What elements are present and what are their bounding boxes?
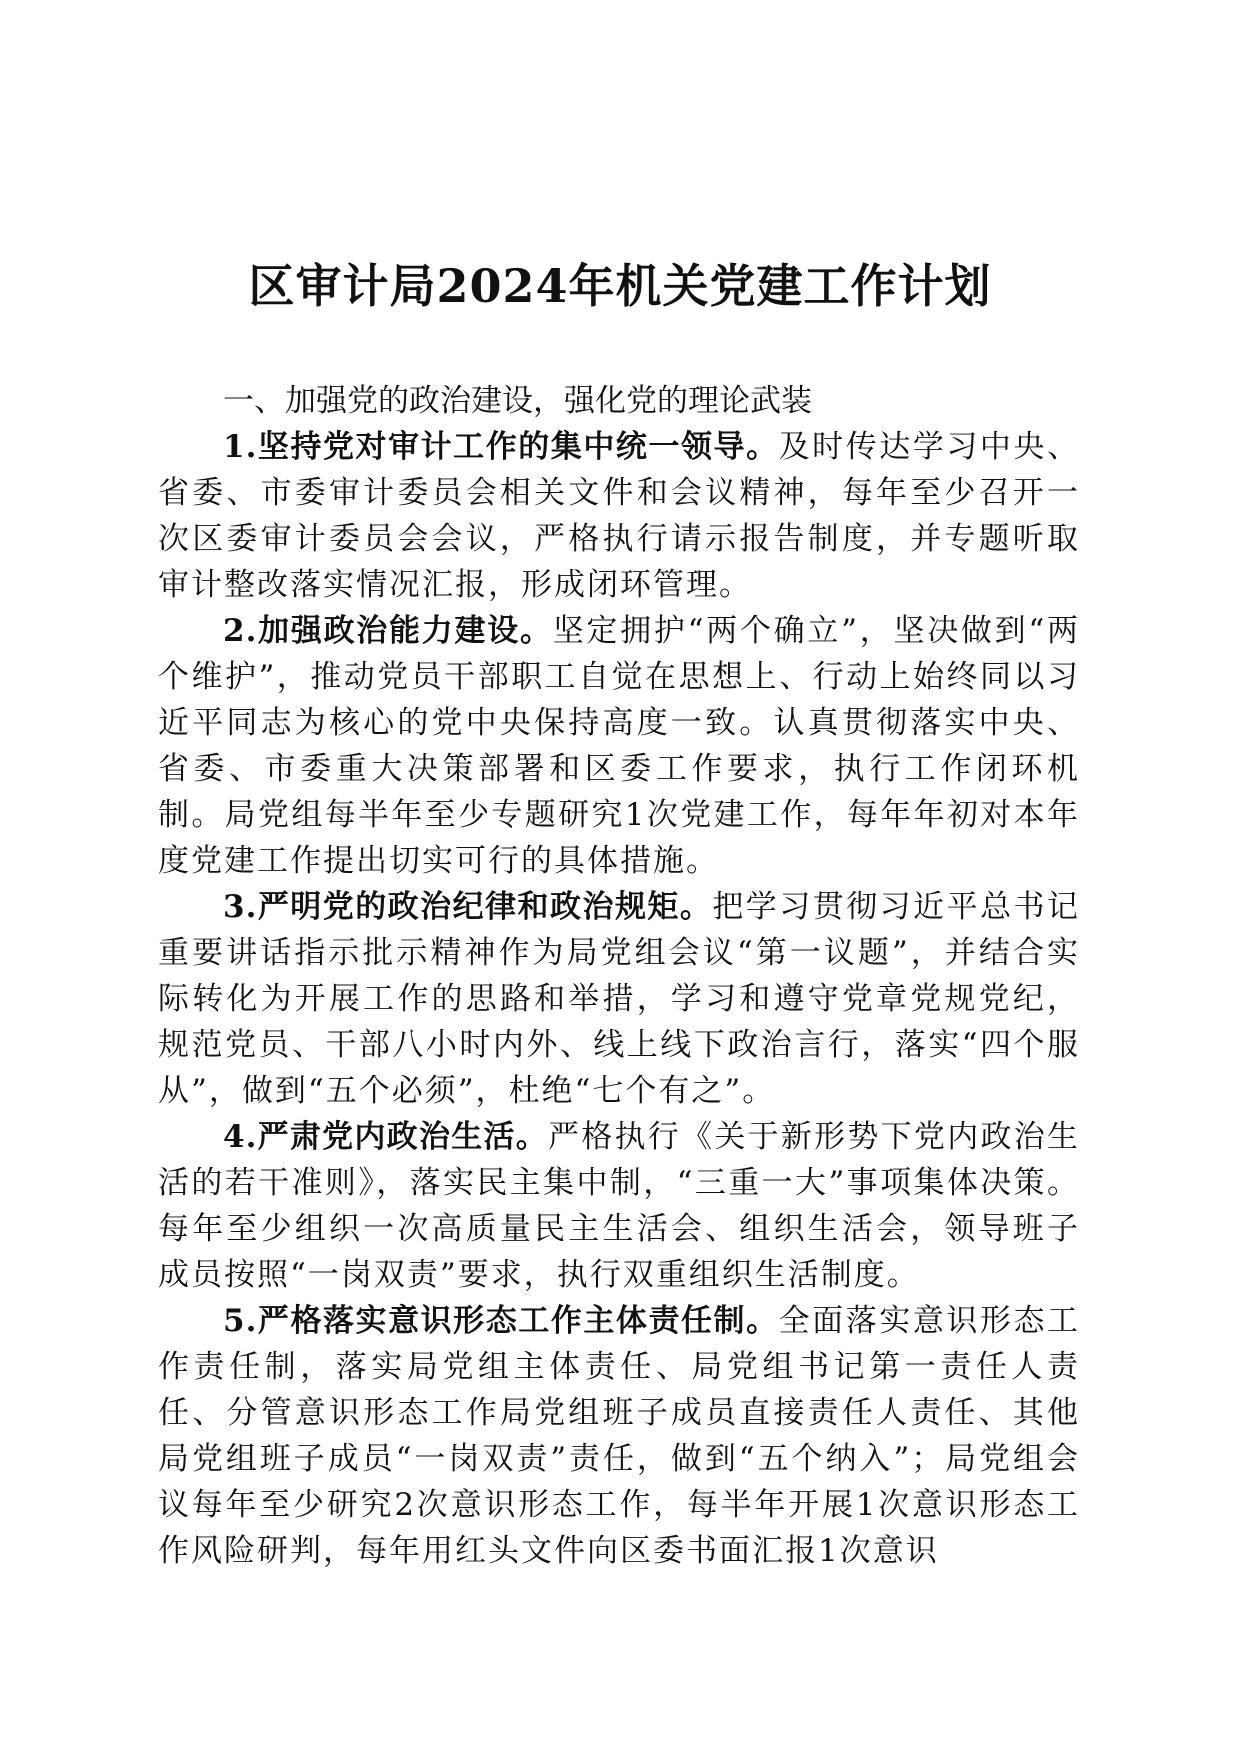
paragraph-3 [158, 884, 1080, 1114]
document-body [158, 378, 1080, 1574]
paragraph-text: 全面落实意识形态工作责任制，落实局党组主体责任、局党组书记第一责任人责任、分管意识形态工作局党组班子成员直接责任人责任、其他局党组班子成员“一岗双责”责任，做到“五个纳入”；局党组会议每年至少研究2次意识形态工作，每半年开展1次意识形态工作风险研判，每年用红头文件向区委书面汇报1次意识 [158, 1303, 1080, 1569]
paragraph-lead: 2.加强政治能力建设。 [223, 613, 553, 649]
paragraph-text: 把学习贯彻习近平总书记重要讲话指示批示精神作为局党组会议“第一议题”，并结合实际转化为开展工作的思路和举措，学习和遵守党章党规党纪，规范党员、干部八小时内外、线上线下政治言行，落实“四个服从”，做到“五个必须”，杜绝“七个有之”。 [158, 889, 1080, 1109]
paragraph-1 [158, 424, 1080, 608]
paragraph-4 [158, 1114, 1080, 1298]
paragraph-lead: 3.严明党的政治纪律和政治规矩。 [223, 889, 713, 925]
paragraph-2 [158, 608, 1080, 884]
paragraph-lead: 5.严格落实意识形态工作主体责任制。 [223, 1303, 779, 1339]
document-title: 区审计局2024年机关党建工作计划 [248, 259, 992, 313]
paragraph-text: 及时传达学习中央、省委、市委审计委员会相关文件和会议精神，每年至少召开一次区委审计委员会会议，严格执行请示报告制度，并专题听取审计整改落实情况汇报，形成闭环管理。 [158, 429, 1080, 603]
paragraph-text: 坚定拥护“两个确立”，坚决做到“两个维护”，推动党员干部职工自觉在思想上、行动上始终同以习近平同志为核心的党中央保持高度一致。认真贯彻落实中央、省委、市委重大决策部署和区委工作要求，执行工作闭环机制。局党组每半年至少专题研究1次党建工作，每年年初对本年度党建工作提出切实可行的具体措施。 [158, 613, 1080, 879]
paragraph-lead: 1.坚持党对审计工作的集中统一领导。 [223, 429, 779, 465]
paragraph-lead: 4.严肃党内政治生活。 [223, 1119, 549, 1155]
paragraph-text: 严格执行《关于新形势下党内政治生活的若干准则》，落实民主集中制，“三重一大”事项集体决策。每年至少组织一次高质量民主生活会、组织生活会，领导班子成员按照“一岗双责”要求，执行双重组织生活制度。 [158, 1119, 1080, 1293]
section-heading: 一、加强党的政治建设，强化党的理论武装 [223, 383, 812, 419]
paragraph-5 [158, 1298, 1080, 1574]
